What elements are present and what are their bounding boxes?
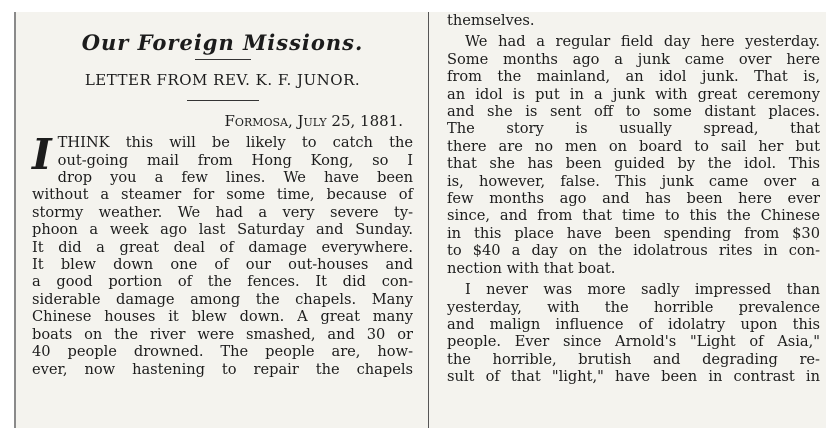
text-line: stormy weather. We had a very severe ty- xyxy=(32,203,413,221)
paragraph xyxy=(447,281,820,385)
text-line: We had a regular field day here yesterday. xyxy=(465,33,820,51)
letter-heading: LETTER FROM REV. K. F. JUNOR. xyxy=(84,71,361,90)
dateline: Formosa, July 25, 1881. xyxy=(224,111,403,130)
text-line: sult of that "light," have been in contrast in xyxy=(447,368,820,386)
right-column xyxy=(428,12,826,428)
text-line: 40 people drowned. The people are, how- xyxy=(32,343,413,361)
left-column xyxy=(14,12,427,428)
text-line: is, however, false. This junk came over a xyxy=(447,172,820,190)
text-line: people. Ever since Arnold's "Light of Asia," xyxy=(447,333,820,351)
text-line: themselves. xyxy=(447,12,535,29)
text-line: nection with that boat. xyxy=(447,259,616,277)
title-rule xyxy=(195,59,251,60)
text-line: the horrible, brutish and degrading re- xyxy=(447,350,820,368)
text-line: from the mainland, an idol junk. That is, xyxy=(447,68,820,86)
section-title: Our Foreign Missions. xyxy=(81,30,364,55)
text-line: Chinese houses it blew down. A great many xyxy=(32,308,413,326)
text-line: few months ago and has been here ever xyxy=(447,190,820,208)
text-line: It did a great deal of damage everywhere. xyxy=(32,238,413,256)
text-line: phoon a week ago last Saturday and Sunday. xyxy=(32,221,413,239)
text-line: without a steamer for some time, because of xyxy=(32,186,413,204)
newspaper-clipping xyxy=(14,12,826,428)
text-line: The story is usually spread, that xyxy=(447,120,820,138)
text-line: a good portion of the fences. It did con- xyxy=(32,273,413,291)
text-line: Some months ago a junk came over here xyxy=(447,50,820,68)
text-line: boats on the river were smashed, and 30 or xyxy=(32,325,413,343)
text-line: that she has been guided by the idol. This xyxy=(447,155,820,173)
text-line: out-going mail from Hong Kong, so I xyxy=(57,151,413,169)
text-line: ever, now hastening to repair the chapels xyxy=(32,360,413,378)
text-line: THINK this will be likely to catch the xyxy=(57,134,413,152)
paragraph xyxy=(447,33,820,277)
text-line: an idol is put in a junk with great ceremony xyxy=(447,85,820,103)
text-line: in this place have been spending from $30 xyxy=(447,224,820,242)
text-line: to $40 a day on the idolatrous rites in con- xyxy=(447,242,820,260)
text-line: siderable damage among the chapels. Many xyxy=(32,290,413,308)
text-line: I never was more sadly impressed than xyxy=(465,281,820,299)
text-line: since, and from that time to this the Chinese xyxy=(447,207,820,225)
left-body-text xyxy=(32,130,413,378)
right-body-text xyxy=(447,12,820,386)
heading-rule xyxy=(187,100,259,101)
drop-cap: I xyxy=(32,130,52,180)
text-line: and she is sent off to some distant places. xyxy=(447,103,820,121)
text-line: yesterday, with the horrible prevalence xyxy=(447,298,820,316)
text-line: drop you a few lines. We have been xyxy=(57,169,413,187)
text-line: there are no men on board to sail her but xyxy=(447,137,820,155)
text-line: and malign influence of idolatry upon this xyxy=(447,315,820,333)
text-line: It blew down one of our out-houses and xyxy=(32,256,413,274)
